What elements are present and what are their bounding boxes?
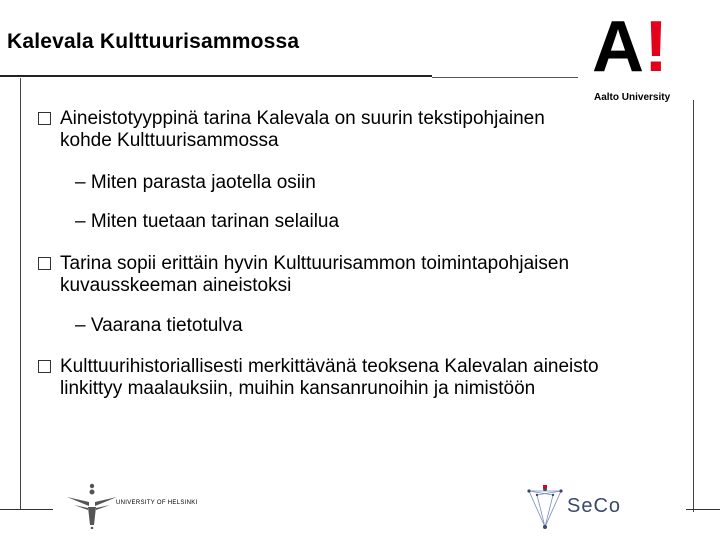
aalto-logo-exclaim: ! — [644, 7, 668, 87]
slide-title: Kalevala Kulttuurisammossa — [7, 30, 300, 53]
sub-item: – Vaarana tietotulva — [75, 315, 243, 336]
sub-item: – Miten tuetaan tarinan selailua — [75, 211, 340, 232]
seco-logo-text: SeCo — [567, 495, 622, 517]
bottom-rule-left — [0, 509, 53, 510]
uh-logo-text: UNIVERSITY OF HELSINKI — [116, 500, 198, 506]
left-rule — [20, 78, 21, 510]
bullet-text-line1: Kulttuurihistoriallisesti merkittävänä teoksena Kalevalan aineisto — [60, 356, 599, 377]
helsinki-torch-icon — [64, 483, 214, 529]
bullet-text-line2: linkittyy maalauksiin, muihin kansanrunoihin ja nimistöön — [60, 378, 536, 399]
top-rule-secondary — [432, 77, 578, 78]
bullet-box-icon — [38, 257, 51, 270]
top-rule — [0, 75, 432, 77]
bullet-box-icon — [38, 360, 51, 373]
bullet-text-line1: Tarina sopii erittäin hyvin Kulttuurisammon toimintapohjaisen — [60, 253, 570, 274]
bottom-rule-right — [686, 509, 720, 510]
aalto-logo — [592, 6, 668, 88]
bullet-box-icon — [38, 112, 51, 125]
sub-item: – Miten parasta jaotella osiin — [75, 172, 316, 193]
right-rule — [693, 100, 694, 512]
bullet-text-line2: kuvausskeeman aineistoksi — [60, 275, 292, 296]
bullet-text-line2: kohde Kulttuurisammossa — [60, 130, 279, 151]
aalto-logo-name: Aalto University — [594, 92, 671, 103]
bullet-text-line1: Aineistotyyppinä tarina Kalevala on suurin tekstipohjainen — [60, 108, 545, 129]
aalto-logo-mark: A — [592, 7, 644, 87]
